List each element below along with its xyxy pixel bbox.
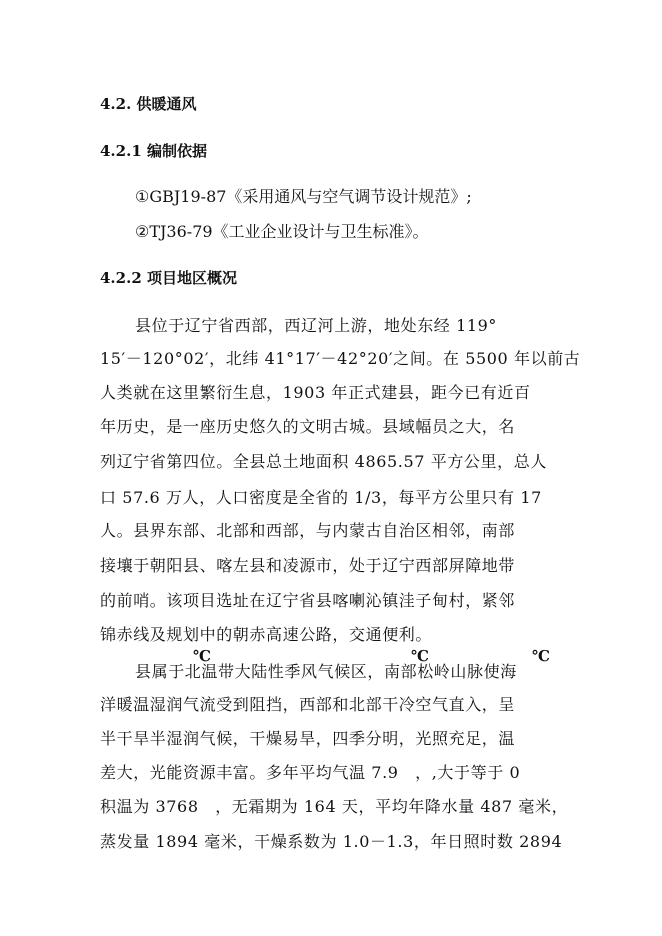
paragraph-line: 锦赤线及规划中的朝赤高速公路，交通便利。	[100, 625, 433, 644]
paragraph-line: 县属于北温带大陆性季风气候区，南部松岭山脉使海	[135, 662, 517, 681]
paragraph-line: 洋暖温湿润气流受到阻挡，西部和北部干冷空气直入，呈	[100, 695, 516, 714]
paragraph-line: 年历史，是一座历史悠久的文明古城。县域幅员之大，名	[100, 417, 516, 436]
celsius-symbol: ℃	[411, 647, 429, 665]
paragraph-line: 县位于辽宁省西部，西辽河上游，地处东经 119°	[135, 316, 498, 335]
paragraph-line: 半干旱半湿润气候，干燥易旱，四季分明，光照充足，温	[100, 729, 516, 748]
paragraph-line: 接壤于朝阳县、喀左县和凌源市，处于辽宁西部屏障地带	[100, 556, 516, 575]
section-heading-4-2: 4.2. 供暖通风	[100, 95, 197, 113]
paragraph-line: 15′－120°02′，北纬 41°17′－42°20′之间。在 5500 年以前古	[100, 349, 581, 368]
paragraph-line: 的前哨。该项目选址在辽宁省县喀喇沁镇洼子甸村，紧邻	[100, 591, 516, 610]
reference-item: ②TJ36-79《工业企业设计与卫生标准》。	[135, 222, 429, 241]
section-heading-4-2-1: 4.2.1 编制依据	[100, 142, 207, 160]
section-heading-4-2-2: 4.2.2 项目地区概况	[100, 269, 237, 287]
paragraph-line: 积温为 3768 ，无霜期为 164 天，平均年降水量 487 毫米，	[100, 797, 569, 816]
reference-item: ①GBJ19-87《采用通风与空气调节设计规范》;	[135, 187, 472, 206]
celsius-symbol: ℃	[193, 647, 211, 665]
paragraph-line: 蒸发量 1894 毫米，干燥系数为 1.0－1.3，年日照时数 2894	[100, 832, 563, 851]
celsius-symbol: ℃	[532, 647, 550, 665]
paragraph-line: 差大，光能资源丰富。多年平均气温 7.9 ，,大于等于 0	[100, 763, 521, 782]
paragraph-line: 列辽宁省第四位。全县总土地面积 4865.57 平方公里，总人	[100, 452, 547, 471]
paragraph-line: 人类就在这里繁衍生息，1903 年正式建县，距今已有近百	[100, 383, 531, 402]
paragraph-line: 口 57.6 万人，人口密度是全省的 1/3，每平方公里只有 17	[100, 488, 542, 507]
paragraph-line: 人。县界东部、北部和西部，与内蒙古自治区相邻，南部	[100, 521, 516, 540]
